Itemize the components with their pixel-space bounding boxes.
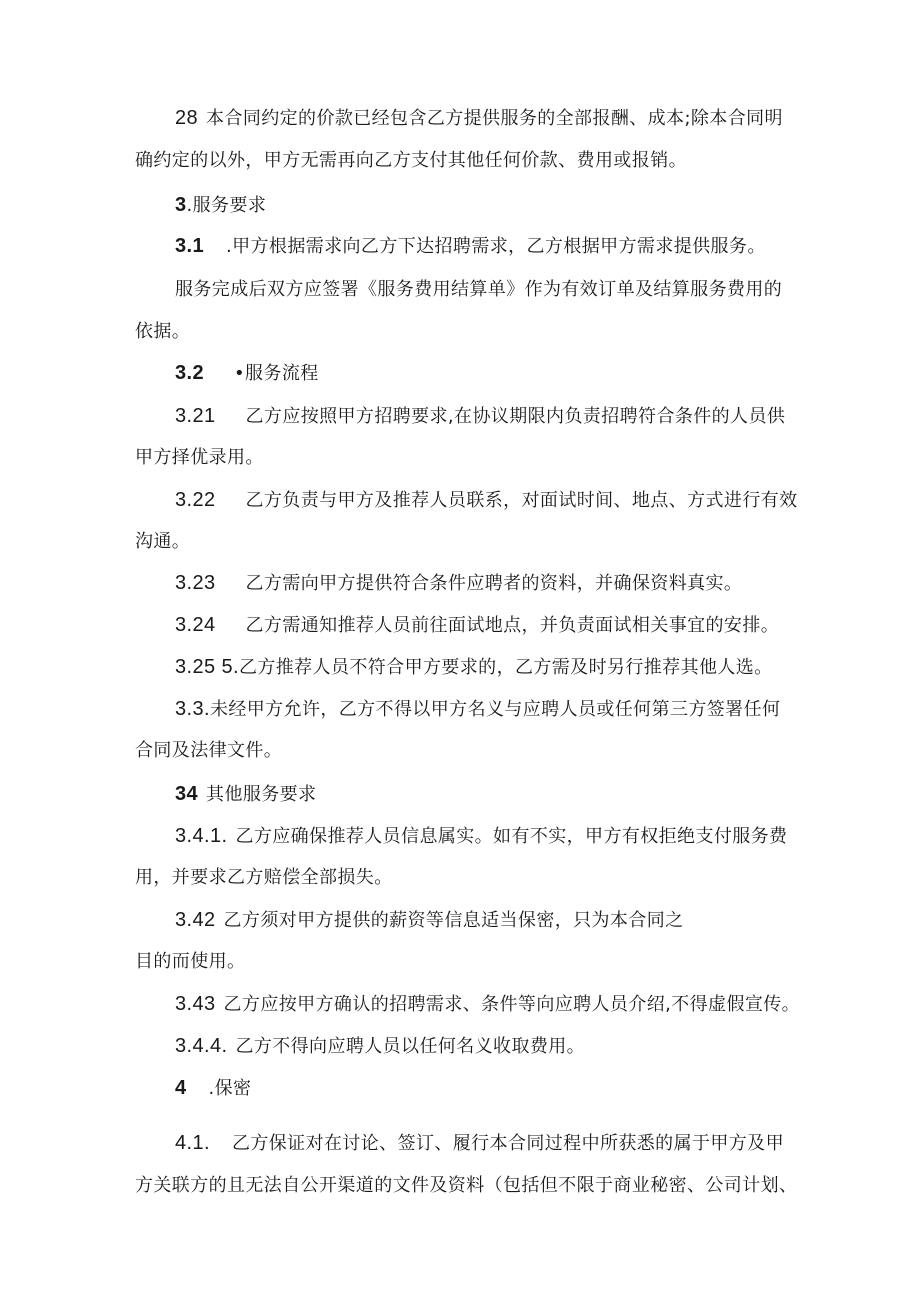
clause-text: 合同及法律文件。 (135, 740, 283, 761)
clause-number: 3.4.1. (175, 825, 228, 847)
section-number: 34 (175, 783, 199, 805)
paragraph-28-line-2 (135, 149, 687, 173)
clause-3-4-4 (175, 1034, 585, 1059)
section-3-heading (175, 193, 266, 218)
paragraph-28-line-1 (175, 106, 783, 131)
clause-number: 3.25 5. (175, 656, 239, 678)
section-number: 3.2 (175, 362, 205, 384)
clause-text: 甲方择优录用。 (135, 447, 264, 468)
clause-text: 本合同约定的价款已经包含乙方提供服务的全部报酬、成本;除本合同明 (206, 108, 783, 129)
clause-text: 目的而使用。 (135, 951, 246, 972)
clause-number: 3.4.4. (175, 1035, 228, 1057)
clause-text: 确约定的以外，甲方无需再向乙方支付其他任何价款、费用或报销。 (135, 150, 687, 171)
section-4-heading (175, 1076, 251, 1101)
clause-text: 乙方推荐人员不符合甲方要求的，乙方需及时另行推荐其他人选。 (238, 657, 773, 678)
clause-text: 乙方不得向应聘人员以任何名义收取费用。 (235, 1036, 586, 1057)
clause-number: 28 (175, 107, 199, 129)
section-3-2-heading (175, 361, 319, 386)
clause-text: 乙方应确保推荐人员信息属实。如有不实，甲方有权拒绝支付服务费 (235, 826, 788, 847)
section-title: .服务要求 (186, 195, 267, 216)
clause-3-23 (175, 571, 742, 596)
clause-number: 3.1 (175, 235, 205, 257)
clause-3-21-line-1 (175, 404, 785, 429)
clause-3-4-1-line-1 (175, 824, 787, 849)
clause-3-43 (175, 992, 800, 1017)
clause-text: 未经甲方允许，乙方不得以甲方名义与应聘人员或任何第三方签署任何 (209, 699, 781, 720)
clause-3-3-line-1 (175, 697, 780, 722)
clause-3-22-line-2 (135, 530, 190, 554)
clause-3-1 (175, 234, 766, 259)
section-3-4-heading (175, 782, 316, 807)
clause-3-4-1-line-2 (135, 866, 393, 890)
clause-text: 乙方需向甲方提供符合条件应聘者的资料，并确保资料真实。 (245, 573, 743, 594)
section-number: 4 (175, 1077, 187, 1099)
clause-number: 3.23 (175, 572, 216, 594)
clause-text: 乙方负责与甲方及推荐人员联系，对面试时间、地点、方式进行有效 (245, 490, 798, 511)
clause-text: .甲方根据需求向乙方下达招聘需求，乙方根据甲方需求提供服务。 (226, 236, 766, 257)
clause-3-21-line-2 (135, 446, 264, 470)
section-number: 3 (175, 194, 187, 216)
clause-4-1-line-2 (135, 1174, 797, 1198)
clause-number: 3.3. (175, 698, 210, 720)
section-title: .保密 (208, 1078, 252, 1099)
clause-number: 3.22 (175, 489, 216, 511)
clause-text: 用，并要求乙方赔偿全部损失。 (135, 867, 393, 888)
clause-3-3-line-2 (135, 739, 282, 763)
clause-number: 4.1. (175, 1132, 210, 1154)
paragraph-settlement-line-1 (175, 278, 782, 302)
clause-3-24 (175, 613, 779, 638)
clause-text: 乙方应按甲方确认的招聘需求、条件等向应聘人员介绍,不得虚假宣传。 (223, 994, 801, 1015)
clause-3-25 (175, 655, 773, 680)
clause-number: 3.43 (175, 993, 216, 1015)
clause-text: 依据。 (135, 321, 191, 342)
clause-3-42-line-1 (175, 908, 684, 933)
clause-text: 沟通。 (135, 531, 191, 552)
clause-3-22-line-1 (175, 488, 798, 513)
section-title: 其他服务要求 (206, 784, 317, 805)
clause-text: 乙方需通知推荐人员前往面试地点，并负责面试相关事宜的安排。 (245, 615, 780, 636)
clause-text: 乙方须对甲方提供的薪资等信息适当保密，只为本合同之 (223, 910, 684, 931)
clause-text: 乙方保证对在讨论、签订、履行本合同过程中所获悉的属于甲方及甲 (231, 1133, 784, 1154)
clause-text: 服务完成后双方应签署《服务费用结算单》作为有效订单及结算服务费用的 (175, 279, 783, 300)
paragraph-settlement-line-2 (135, 320, 190, 344)
clause-number: 3.21 (175, 405, 216, 427)
clause-number: 3.24 (175, 614, 216, 636)
section-title: •服务流程 (234, 363, 319, 384)
clause-3-42-line-2 (135, 950, 245, 974)
clause-number: 3.42 (175, 909, 216, 931)
clause-text: 乙方应按照甲方招聘要求,在协议期限内负责招聘符合条件的人员供 (245, 406, 786, 427)
clause-text: 方关联方的且无法自公开渠道的文件及资料（包括但不限于商业秘密、公司计划、 (135, 1175, 798, 1196)
clause-4-1-line-1 (175, 1131, 784, 1156)
